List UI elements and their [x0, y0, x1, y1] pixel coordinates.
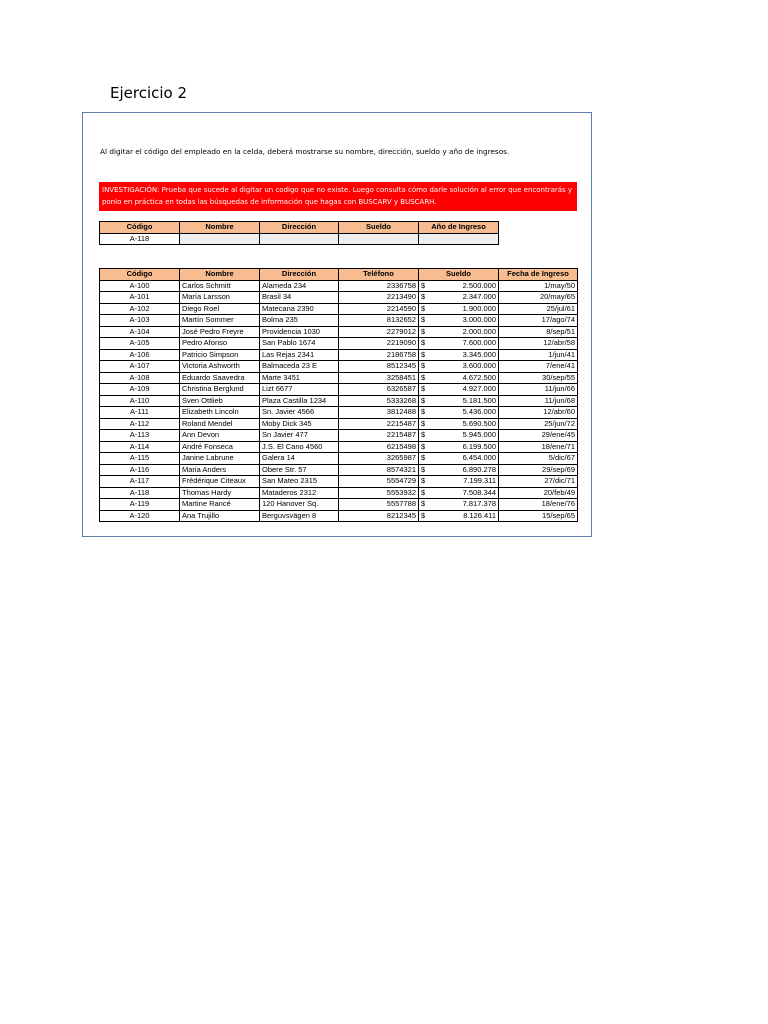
employee-phone-cell[interactable]: 8574321 [339, 464, 419, 476]
employee-salary-cell[interactable] [419, 453, 499, 465]
salary-amount: 8.126.411 [463, 510, 496, 520]
employee-name-cell[interactable]: Patricio Simpson [180, 349, 260, 361]
employee-address-cell[interactable]: Matecana 2390 [260, 303, 339, 315]
employee-name-cell[interactable]: André Fonseca [180, 441, 260, 453]
employee-header-cell: Dirección [260, 269, 339, 281]
employee-table-body [100, 280, 578, 522]
employee-date-cell[interactable]: 25/jul/61 [499, 303, 578, 315]
employee-name-cell[interactable]: Victoria Ashworth [180, 361, 260, 373]
table-row [100, 361, 578, 373]
employee-address-cell[interactable]: Balmaceda 23 E [260, 361, 339, 373]
employee-date-cell[interactable]: 17/ago/74 [499, 315, 578, 327]
employee-code-cell[interactable]: A-103 [100, 315, 180, 327]
currency-symbol: $ [421, 326, 426, 336]
table-row [100, 476, 578, 488]
salary-amount: 3.000.000 [462, 315, 496, 325]
currency-symbol: $ [421, 349, 426, 359]
employee-name-cell[interactable]: Sven Ottlieb [180, 395, 260, 407]
employee-code-cell[interactable]: A-105 [100, 338, 180, 350]
currency-symbol: $ [421, 453, 426, 463]
employee-name-cell[interactable]: Martine Rancé [180, 499, 260, 511]
currency-symbol: $ [421, 476, 426, 486]
salary-amount: 5.945.000 [462, 430, 496, 440]
currency-symbol: $ [421, 384, 426, 394]
currency-symbol: $ [421, 338, 426, 348]
currency-symbol: $ [421, 499, 426, 509]
lookup-header-row [100, 222, 499, 234]
salary-amount: 4.672.500 [462, 372, 496, 382]
employee-code-cell[interactable]: A-107 [100, 361, 180, 373]
employee-header-cell: Fecha de Ingreso [499, 269, 578, 281]
employee-code-cell[interactable]: A-106 [100, 349, 180, 361]
employee-salary-cell[interactable] [419, 315, 499, 327]
employee-address-cell[interactable]: Marte 3451 [260, 372, 339, 384]
employee-name-cell[interactable]: Martín Sommer [180, 315, 260, 327]
employee-salary-cell[interactable] [419, 430, 499, 442]
lookup-year-cell[interactable] [419, 233, 499, 245]
employee-date-cell[interactable]: 5/dic/67 [499, 453, 578, 465]
employee-date-cell[interactable]: 18/ene/71 [499, 441, 578, 453]
table-row [100, 384, 578, 396]
employee-address-cell[interactable]: Sn Javier 477 [260, 430, 339, 442]
employee-date-cell[interactable]: 11/jun/68 [499, 395, 578, 407]
salary-amount: 7.199.311 [463, 476, 496, 486]
salary-amount: 5.436.000 [462, 407, 496, 417]
employee-name-cell[interactable]: Ann Devon [180, 430, 260, 442]
employee-code-cell[interactable]: A-111 [100, 407, 180, 419]
employee-phone-cell[interactable]: 3265987 [339, 453, 419, 465]
table-row [100, 303, 578, 315]
employee-salary-cell[interactable] [419, 441, 499, 453]
employee-salary-cell[interactable] [419, 407, 499, 419]
salary-amount: 1.900.000 [462, 303, 496, 313]
table-row [100, 430, 578, 442]
salary-amount: 3.345.000 [462, 349, 496, 359]
employee-code-cell[interactable]: A-108 [100, 372, 180, 384]
table-row [100, 372, 578, 384]
employee-salary-cell[interactable] [419, 487, 499, 499]
employee-date-cell[interactable]: 18/ene/76 [499, 499, 578, 511]
employee-address-cell[interactable]: Galera 14 [260, 453, 339, 465]
employee-address-cell[interactable]: Plaza Castilla 1234 [260, 395, 339, 407]
employee-phone-cell[interactable]: 8132652 [339, 315, 419, 327]
employee-phone-cell[interactable]: 2215487 [339, 430, 419, 442]
employee-code-cell[interactable]: A-110 [100, 395, 180, 407]
employee-phone-cell[interactable]: 2214590 [339, 303, 419, 315]
employee-date-cell[interactable]: 20/may/65 [499, 292, 578, 304]
employee-code-cell[interactable]: A-118 [100, 487, 180, 499]
table-row [100, 349, 578, 361]
salary-amount: 2.347.000 [462, 292, 496, 302]
table-row [100, 499, 578, 511]
salary-amount: 7.817.378 [462, 499, 496, 509]
employee-phone-cell[interactable]: 5553932 [339, 487, 419, 499]
employee-salary-cell[interactable] [419, 338, 499, 350]
employee-code-cell[interactable]: A-114 [100, 441, 180, 453]
table-row [100, 280, 578, 292]
currency-symbol: $ [421, 464, 426, 474]
currency-symbol: $ [421, 372, 426, 382]
lookup-header-cell: Año de Ingreso [419, 222, 499, 234]
employee-phone-cell[interactable]: 3258451 [339, 372, 419, 384]
currency-symbol: $ [421, 441, 426, 451]
employee-salary-cell[interactable] [419, 292, 499, 304]
currency-symbol: $ [421, 395, 426, 405]
employee-code-cell[interactable]: A-100 [100, 280, 180, 292]
employee-salary-cell[interactable] [419, 349, 499, 361]
employee-address-cell[interactable]: Lizt 6677 [260, 384, 339, 396]
employee-code-cell[interactable]: A-120 [100, 510, 180, 522]
employee-salary-cell[interactable] [419, 384, 499, 396]
employee-code-cell[interactable]: A-109 [100, 384, 180, 396]
currency-symbol: $ [421, 303, 426, 313]
employee-address-cell[interactable]: J.S. El Cano 4560 [260, 441, 339, 453]
employee-date-cell[interactable]: 29/ene/45 [499, 430, 578, 442]
lookup-code-input-cell[interactable]: A-118 [100, 233, 180, 245]
table-row [100, 464, 578, 476]
currency-symbol: $ [421, 418, 426, 428]
employee-phone-cell[interactable]: 5554729 [339, 476, 419, 488]
employee-address-cell[interactable]: Alameda 234 [260, 280, 339, 292]
table-row [100, 326, 578, 338]
table-row [100, 395, 578, 407]
employee-date-cell[interactable]: 29/sep/69 [499, 464, 578, 476]
lookup-value-row [100, 233, 499, 245]
employee-salary-cell[interactable] [419, 464, 499, 476]
employee-salary-cell[interactable] [419, 510, 499, 522]
currency-symbol: $ [421, 487, 426, 497]
employee-name-cell[interactable]: María Larsson [180, 292, 260, 304]
employee-name-cell[interactable]: Eduardo Saavedra [180, 372, 260, 384]
employee-name-cell[interactable]: Christina Berglund [180, 384, 260, 396]
employee-code-cell[interactable]: A-102 [100, 303, 180, 315]
employee-code-cell[interactable]: A-119 [100, 499, 180, 511]
employee-date-cell[interactable]: 30/sep/55 [499, 372, 578, 384]
employee-date-cell[interactable]: 8/sep/51 [499, 326, 578, 338]
table-row [100, 338, 578, 350]
employee-address-cell[interactable]: Moby Dick 345 [260, 418, 339, 430]
employee-code-cell[interactable]: A-116 [100, 464, 180, 476]
salary-amount: 2.500.000 [462, 280, 496, 290]
table-row [100, 510, 578, 522]
employee-salary-cell[interactable] [419, 499, 499, 511]
currency-symbol: $ [421, 361, 426, 371]
salary-amount: 6.890.278 [462, 464, 496, 474]
salary-amount: 7.508.344 [462, 487, 496, 497]
employee-name-cell[interactable]: Maria Anders [180, 464, 260, 476]
employee-address-cell[interactable]: Bolma 235 [260, 315, 339, 327]
employee-phone-cell[interactable]: 2186758 [339, 349, 419, 361]
employee-name-cell[interactable]: Pedro Afonso [180, 338, 260, 350]
employee-salary-cell[interactable] [419, 303, 499, 315]
employee-date-cell[interactable]: 12/abr/58 [499, 338, 578, 350]
currency-symbol: $ [421, 292, 426, 302]
table-row [100, 453, 578, 465]
employee-address-cell[interactable]: Providencia 1030 [260, 326, 339, 338]
employee-name-cell[interactable]: Elizabeth Lincoln [180, 407, 260, 419]
employee-name-cell[interactable]: Frédérique Citeaux [180, 476, 260, 488]
employee-salary-cell[interactable] [419, 280, 499, 292]
employee-salary-cell[interactable] [419, 326, 499, 338]
currency-symbol: $ [421, 280, 426, 290]
employee-name-cell[interactable]: Thomas Hardy [180, 487, 260, 499]
employee-date-cell[interactable]: 7/ene/41 [499, 361, 578, 373]
salary-amount: 4.927.000 [462, 384, 496, 394]
employee-date-cell[interactable]: 15/sep/65 [499, 510, 578, 522]
table-row [100, 418, 578, 430]
employee-name-cell[interactable]: José Pedro Freyre [180, 326, 260, 338]
employee-date-cell[interactable]: 27/dic/71 [499, 476, 578, 488]
employee-phone-cell[interactable]: 6215498 [339, 441, 419, 453]
salary-amount: 5.690.500 [462, 418, 496, 428]
salary-amount: 6.454.000 [462, 453, 496, 463]
employee-date-cell[interactable]: 25/jun/72 [499, 418, 578, 430]
employee-salary-cell[interactable] [419, 372, 499, 384]
lookup-header-cell: Sueldo [339, 222, 419, 234]
employee-header-cell: Nombre [180, 269, 260, 281]
investigation-banner: INVESTIGACIÓN: Prueba que sucede al digitar un codigo que no existe. Luego consulta cómo darle solución al error que encontrarás y ponlo en práctica en todas las búsquedas de información que hagas con BUSCARV y BUSCARH. [99, 182, 577, 211]
employee-phone-cell[interactable]: 2215487 [339, 418, 419, 430]
employee-salary-cell[interactable] [419, 476, 499, 488]
employee-header-cell: Sueldo [419, 269, 499, 281]
employee-salary-cell[interactable] [419, 418, 499, 430]
salary-amount: 5.181.500 [462, 395, 496, 405]
employee-address-cell[interactable]: Mataderos 2312 [260, 487, 339, 499]
employee-code-cell[interactable]: A-113 [100, 430, 180, 442]
salary-amount: 6.199.500 [462, 441, 496, 451]
table-row [100, 487, 578, 499]
employee-date-cell[interactable]: 12/abr/60 [499, 407, 578, 419]
table-row [100, 315, 578, 327]
employee-name-cell[interactable]: Diego Roel [180, 303, 260, 315]
employee-phone-cell[interactable]: 3812488 [339, 407, 419, 419]
employee-phone-cell[interactable]: 5557788 [339, 499, 419, 511]
employee-phone-cell[interactable]: 6326587 [339, 384, 419, 396]
employee-phone-cell[interactable]: 2219090 [339, 338, 419, 350]
instruction-text: Al digitar el código del empleado en la celda, deberá mostrarse su nombre, dirección, sueldo y año de ingresos. [100, 147, 510, 156]
employee-date-cell[interactable]: 11/jun/66 [499, 384, 578, 396]
employee-address-cell[interactable]: Sn. Javier 4566 [260, 407, 339, 419]
employee-header-cell: Código [100, 269, 180, 281]
employee-phone-cell[interactable]: 2213490 [339, 292, 419, 304]
employee-address-cell[interactable]: Brasil 34 [260, 292, 339, 304]
employee-date-cell[interactable]: 1/may/50 [499, 280, 578, 292]
table-row [100, 292, 578, 304]
employee-date-cell[interactable]: 1/jun/41 [499, 349, 578, 361]
lookup-address-cell[interactable] [260, 233, 339, 245]
table-row [100, 441, 578, 453]
employee-phone-cell[interactable]: 2279012 [339, 326, 419, 338]
employee-header-cell: Teléfono [339, 269, 419, 281]
employee-address-cell[interactable]: Las Rejas 2341 [260, 349, 339, 361]
employee-address-cell[interactable]: San Mateo 2315 [260, 476, 339, 488]
employee-address-cell[interactable]: Berguvsvägen 8 [260, 510, 339, 522]
employee-address-cell[interactable]: San Pablo 1674 [260, 338, 339, 350]
lookup-salary-cell[interactable] [339, 233, 419, 245]
salary-amount: 3.600.000 [462, 361, 496, 371]
employee-date-cell[interactable]: 20/feb/49 [499, 487, 578, 499]
employee-phone-cell[interactable]: 8212345 [339, 510, 419, 522]
employee-name-cell[interactable]: Carlos Schmitt [180, 280, 260, 292]
currency-symbol: $ [421, 407, 426, 417]
employee-table [99, 268, 578, 522]
page-title: Ejercicio 2 [110, 84, 188, 102]
employee-header-row [100, 269, 578, 281]
employee-address-cell[interactable]: 120 Hanover Sq. [260, 499, 339, 511]
employee-name-cell[interactable]: Roland Mendel [180, 418, 260, 430]
lookup-header-cell: Dirección [260, 222, 339, 234]
employee-code-cell[interactable]: A-112 [100, 418, 180, 430]
employee-code-cell[interactable]: A-104 [100, 326, 180, 338]
employee-salary-cell[interactable] [419, 361, 499, 373]
employee-phone-cell[interactable]: 5333268 [339, 395, 419, 407]
lookup-table [99, 221, 499, 245]
employee-code-cell[interactable]: A-117 [100, 476, 180, 488]
table-row [100, 407, 578, 419]
lookup-name-cell[interactable] [180, 233, 260, 245]
employee-name-cell[interactable]: Ana Trujillo [180, 510, 260, 522]
employee-address-cell[interactable]: Obere Str. 57 [260, 464, 339, 476]
lookup-header-cell: Nombre [180, 222, 260, 234]
employee-phone-cell[interactable]: 2336758 [339, 280, 419, 292]
salary-amount: 2.000.000 [462, 326, 496, 336]
employee-phone-cell[interactable]: 8512345 [339, 361, 419, 373]
employee-salary-cell[interactable] [419, 395, 499, 407]
salary-amount: 7.600.000 [462, 338, 496, 348]
employee-code-cell[interactable]: A-101 [100, 292, 180, 304]
currency-symbol: $ [421, 315, 426, 325]
currency-symbol: $ [421, 430, 426, 440]
lookup-header-cell: Código [100, 222, 180, 234]
employee-name-cell[interactable]: Janine Labrune [180, 453, 260, 465]
employee-code-cell[interactable]: A-115 [100, 453, 180, 465]
currency-symbol: $ [421, 510, 426, 520]
